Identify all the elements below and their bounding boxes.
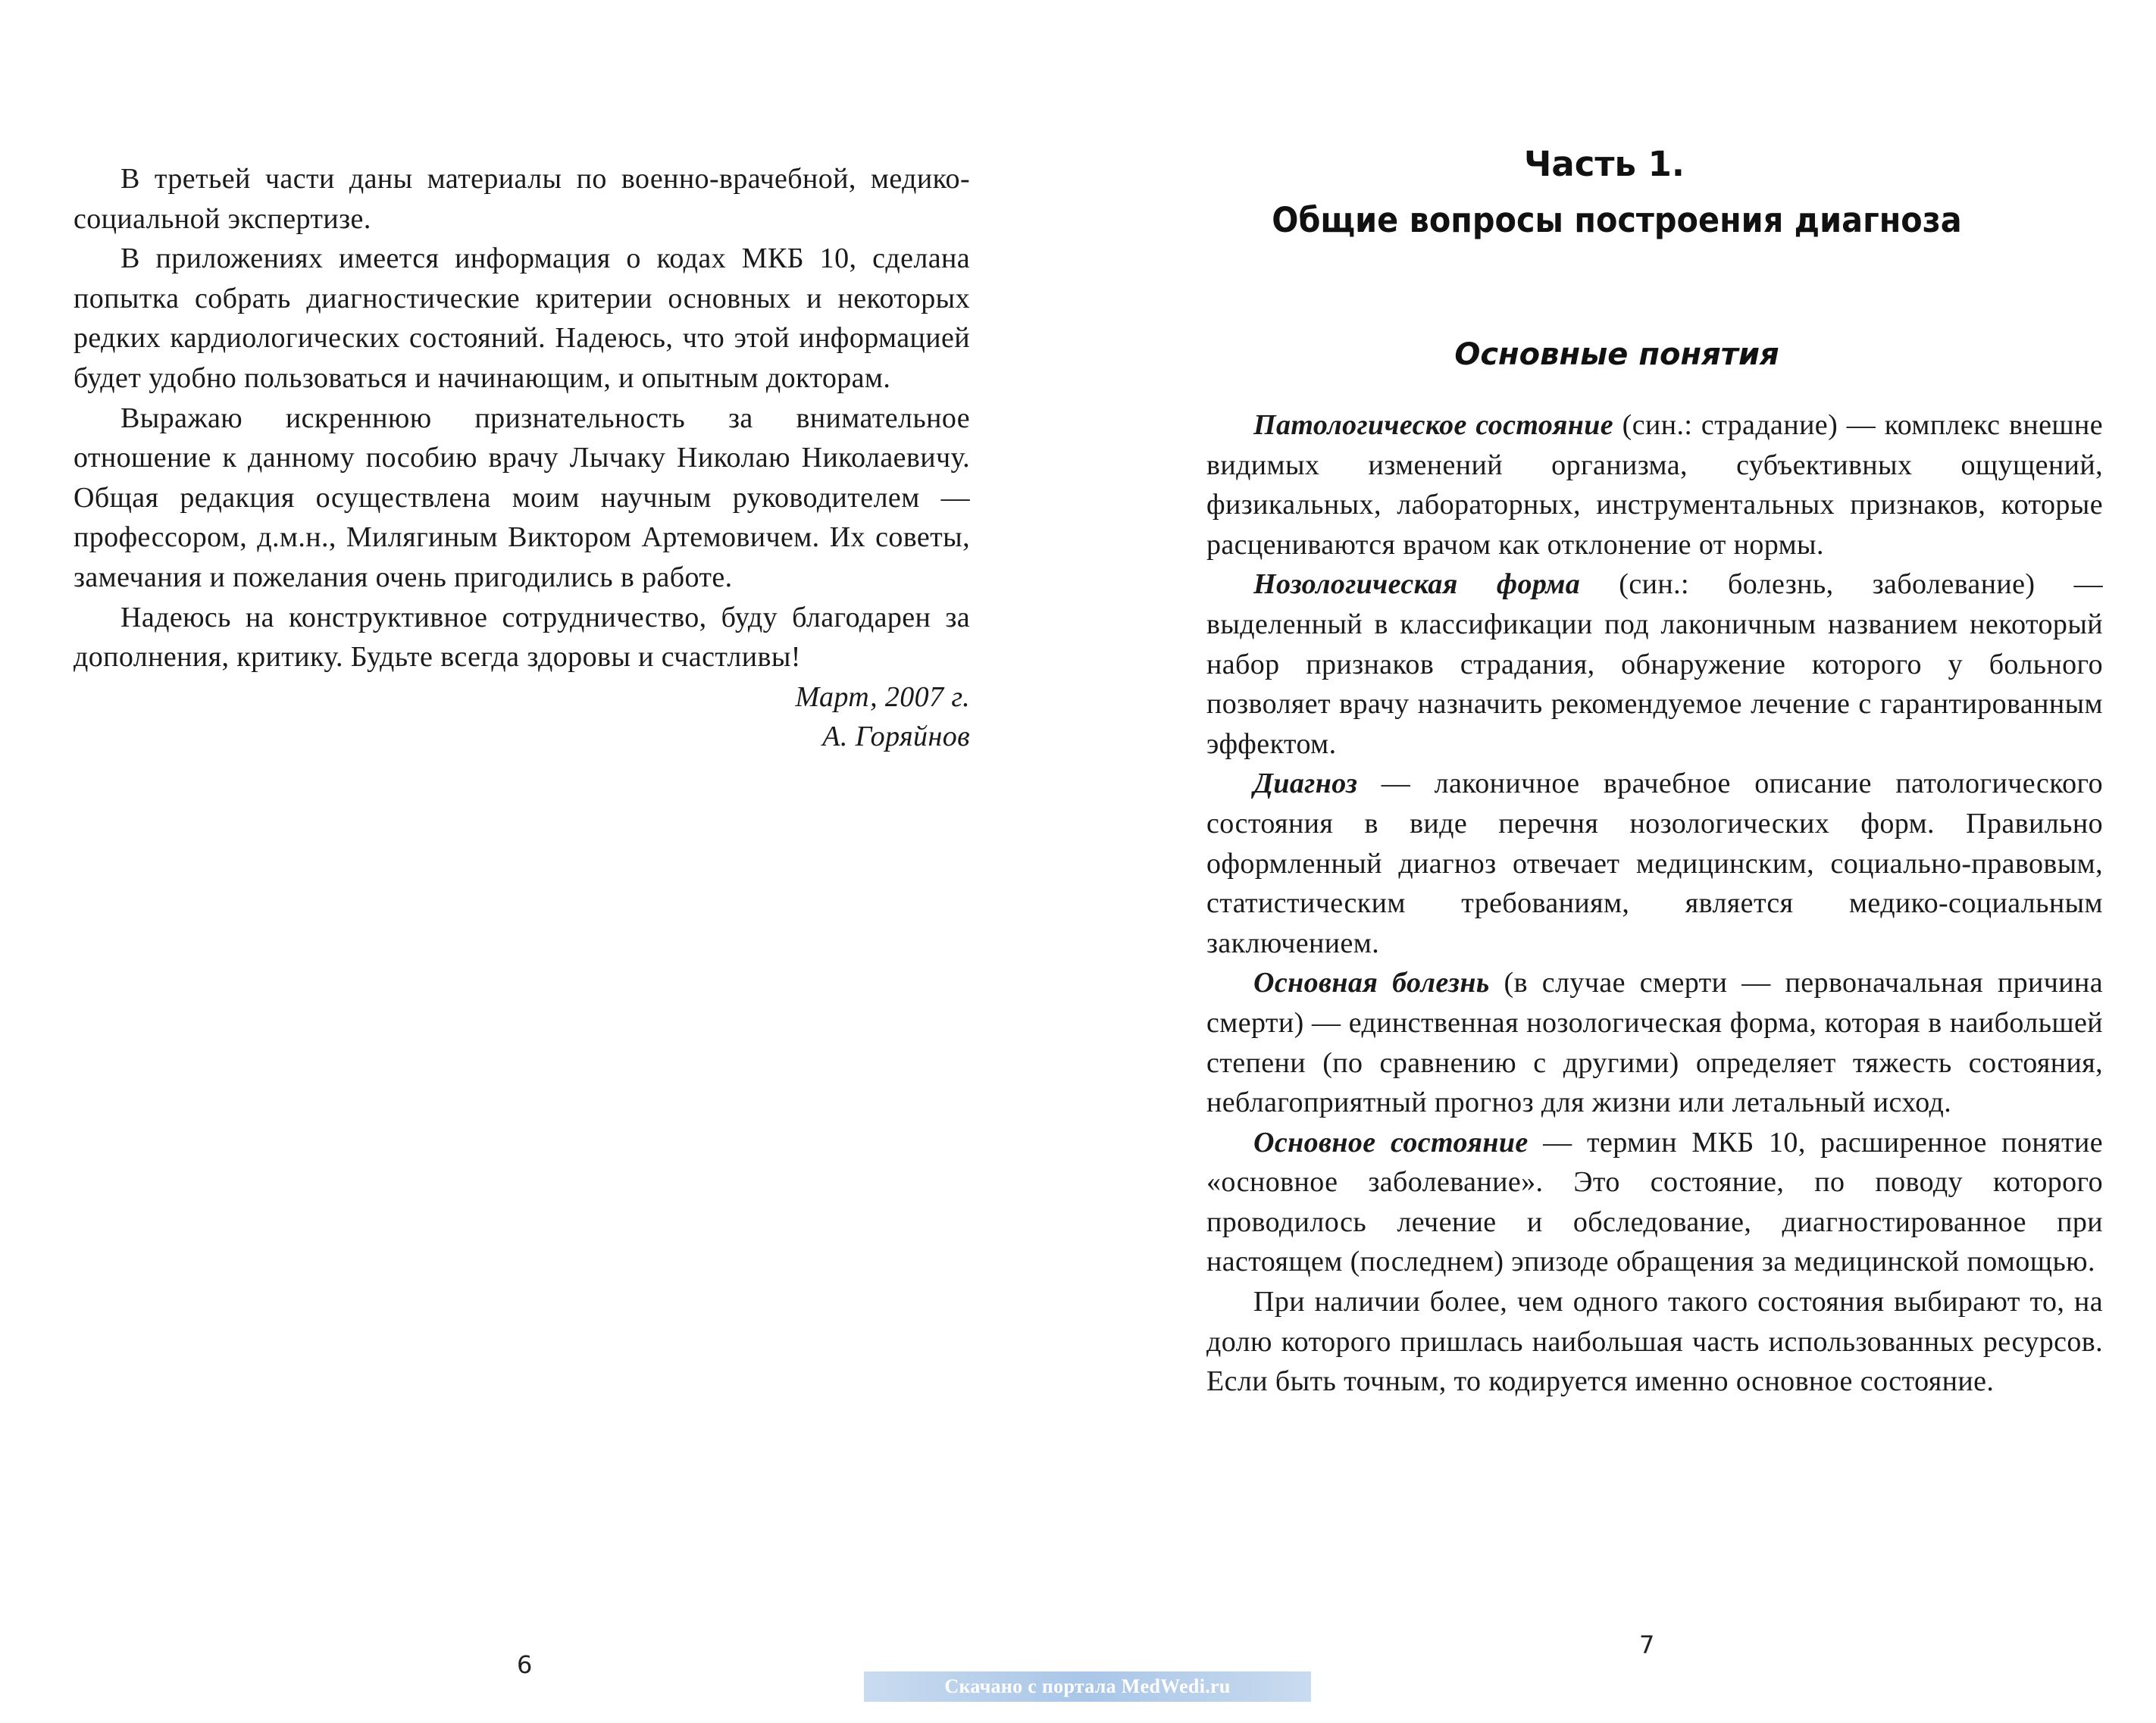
- definition-text: — термин МКБ 10, расширенное понятие «основное заболевание». Это состояние, по поводу которого проводилось лечение и обследование, диагностированное при настоящем (последнем) эпизоде обращения за медицинской помощью.: [1206, 1126, 2103, 1278]
- definition-text: — лаконичное врачебное описание патологического состояния в виде перечня нозологических форм. Правильно оформленный диагноз отвечает медицинским, социально-правовым, статистическим требованиям, является медико-социальным заключением.: [1206, 768, 2103, 959]
- left-paragraph-1: В третьей части даны материалы по военно-врачебной, медико-социальной экспертизе.: [74, 163, 970, 235]
- definition-paragraph: [1206, 564, 2103, 764]
- definition-paragraph: [1206, 405, 2103, 564]
- page-number-left: 6: [517, 1650, 533, 1679]
- right-page: [1078, 0, 2156, 1723]
- left-page-text: [74, 159, 970, 757]
- closing-paragraph: При наличии более, чем одного такого состояния выбирают то, на долю которого пришлась наибольшая часть использованных ресурсов. Если быть точным, то кодируется именно основное состояние.: [1206, 1286, 2103, 1398]
- definition-term: Патологическое состояние: [1253, 409, 1614, 441]
- definition-paragraph: [1206, 963, 2103, 1122]
- chapter-title: Общие вопросы построения диагноза: [1272, 200, 1962, 240]
- section-title: Основные понятия: [1454, 337, 1779, 372]
- download-watermark: Скачано с портала MedWedi.ru: [864, 1671, 1311, 1702]
- left-paragraph-3: Выражаю искреннюю признательность за внимательное отношение к данному пособию врачу Лычаку Николаю Николаевичу. Общая редакция осуществлена моим научным руководителем — профессором, д.м.н., Милягиным Виктором Артемовичем. Их советы, замечания и пожелания очень пригодились в работе.: [74, 402, 970, 593]
- definition-term: Основное состояние: [1253, 1126, 1529, 1159]
- chapter-number: Часть 1.: [1523, 144, 1685, 184]
- definition-term: Диагноз: [1253, 768, 1358, 800]
- definition-text: (в случае смерти — первоначальная причина смерти) — единственная нозологическая форма, которая в наибольшей степени (по сравнению с другими) определяет тяжесть состояния, неблагоприятный прогноз для жизни или летальный исход.: [1206, 967, 2103, 1119]
- left-paragraph-2: В приложениях имеется информация о кодах МКБ 10, сделана попытка собрать диагностические критерии основных и некоторых редких кардиологических состояний. Надеюсь, что этой информацией будет удобно пользоваться и начинающим, и опытным докторам.: [74, 242, 970, 394]
- page-number-right: 7: [1639, 1631, 1655, 1659]
- definition-text: (син.: страдание) — комплекс внешне видимых изменений организма, субъективных ощущений, физикальных, лабораторных, инструментальных признаков, которые расцениваются врачом как отклонение от нормы.: [1206, 409, 2103, 561]
- left-paragraph-4: Надеюсь на конструктивное сотрудничество, буду благодарен за дополнения, критику. Будьте всегда здоровы и счастливы!: [74, 601, 970, 674]
- definition-paragraph: [1206, 764, 2103, 963]
- definition-paragraph: [1206, 1123, 2103, 1282]
- definition-text: (син.: болезнь, заболевание) — выделенный в классификации под лаконичным названием некоторый набор признаков страдания, обнаружение которого у больного позволяет врачу назначить рекомендуемое лечение с гарантированным эффектом.: [1206, 568, 2103, 760]
- signature-date: Март, 2007 г.: [795, 680, 970, 713]
- definition-term: Основная болезнь: [1253, 967, 1490, 999]
- definition-term: Нозологическая форма: [1253, 568, 1581, 601]
- signature-author: А. Горяйнов: [822, 721, 970, 753]
- right-page-text: [1206, 405, 2103, 1402]
